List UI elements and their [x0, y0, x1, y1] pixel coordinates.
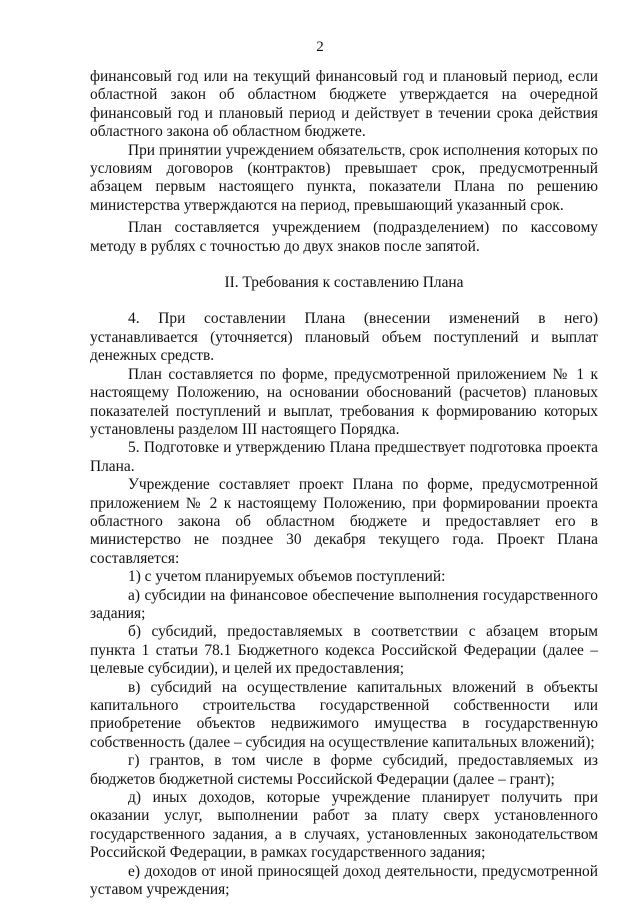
- document-body: [90, 68, 598, 899]
- page-number: 2: [316, 39, 324, 55]
- list-item-a: а) субсидии на финансовое обеспечение выполнения государственного задания;: [90, 586, 598, 622]
- paragraph-item-5: 5. Подготовке и утверждению Плана предшествует подготовка проекта Плана.: [90, 439, 598, 475]
- paragraph-item-4: 4. При составлении Плана (внесении изменений в него) устанавливается (уточняется) плановый объем поступлений и выплат денежных средств.: [90, 310, 598, 365]
- paragraph-continuation: финансовый год или на текущий финансовый год и плановый период, если областной закон об областном бюджете утверждается на очередной финансовый год и плановый период и действует в течении срока действия областного закона об областном бюджете.: [90, 68, 598, 141]
- list-item-b: б) субсидий, предоставляемых в соответствии с абзацем вторым пункта 1 статьи 78.1 Бюджетного кодекса Российской Федерации (далее – целевые субсидии), и целей их предоставления;: [90, 623, 598, 678]
- list-item-g: г) грантов, в том числе в форме субсидий, предоставляемых из бюджетов бюджетной системы Российской Федерации (далее – грант);: [90, 752, 598, 788]
- paragraph-plan-form: План составляется по форме, предусмотренной приложением № 1 к настоящему Положению, на основании обоснований (расчетов) плановых показателей поступлений и выплат, требования к формированию которых установлены разделом III настоящего Порядка.: [90, 365, 598, 438]
- section-heading: II. Требования к составлению Плана: [224, 274, 464, 292]
- list-item-1: 1) с учетом планируемых объемов поступлений:: [128, 568, 446, 586]
- paragraph-draft-plan: Учреждение составляет проект Плана по форме, предусмотренной приложением № 2 к настоящему Положению, при формировании проекта областного закона об областном бюджете и предоставляет его в министерство не позднее 30 декабря текущего года. Проект Плана составляется:: [90, 476, 598, 567]
- paragraph-obligations: При принятии учреждением обязательств, срок исполнения которых по условиям договоров (контрактов) превышает срок, предусмотренный абзацем первым настоящего пункта, показатели Плана по решению министерства утверждаются на период, превышающий указанный срок.: [90, 141, 598, 214]
- list-item-v: в) субсидий на осуществление капитальных вложений в объекты капитального строительства государственной собственности или приобретение объектов недвижимого имущества в государственную собственность (далее – субсидия на осуществление капитальных вложений);: [90, 678, 598, 751]
- list-item-d: д) иных доходов, которые учреждение планирует получить при оказании услуг, выполнении работ за плату сверх установленного государственного задания, а в случаях, установленных законодательством Российской Федерации, в рамках государственного задания;: [90, 789, 598, 862]
- list-item-e: е) доходов от иной приносящей доход деятельности, предусмотренной уставом учреждения;: [90, 862, 598, 899]
- paragraph-cash-method: План составляется учреждением (подразделением) по кассовому методу в рублях с точностью до двух знаков после запятой.: [90, 219, 598, 255]
